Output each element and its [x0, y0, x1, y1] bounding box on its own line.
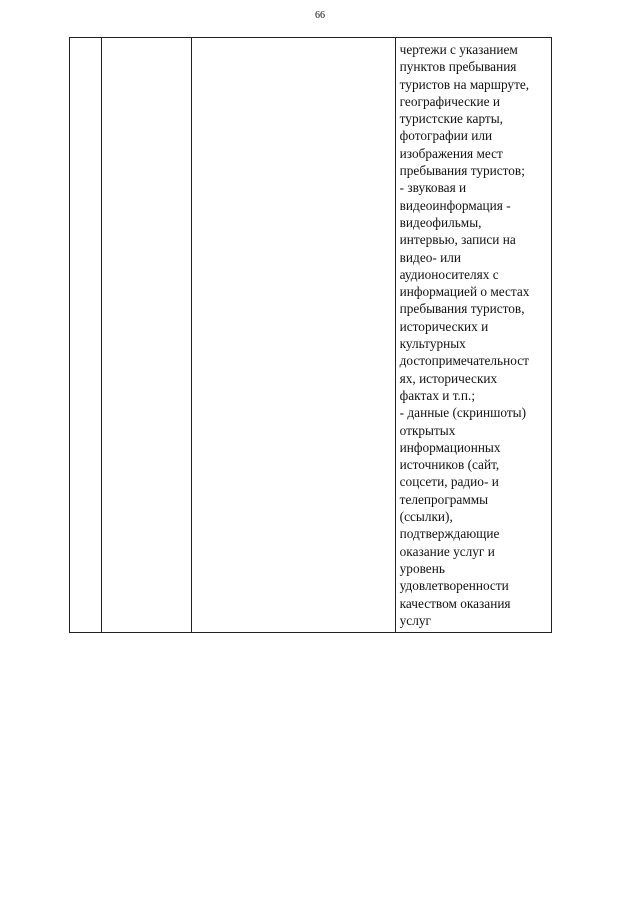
cell-text-number: [70, 38, 101, 41]
cell-text-name: [102, 38, 191, 41]
table-cell-documents: [395, 38, 551, 633]
cell-text-documents: чертежи с указанием пунктов пребывания туристов на маршруте, географические и туристские карты, фотографии или изображения мест пребывания туристов; - звуковая и видеоинформация - видеофильмы, интервью, записи на видео- или аудионосителях с информацией о местах пребывания туристов, исторических и культурных достопримечательност ях, исторических фактах и т.п.; - данные (скриншоты) открытых информационных источников (сайт, соцсети, радио- и телепрограммы (ссылки), подтверждающие оказание услуг и уровень удовлетворенности качеством оказания услуг: [399, 42, 530, 628]
cell-text-description: [192, 38, 394, 41]
table-cell-description: [192, 38, 395, 633]
page-number: 66: [315, 10, 325, 21]
table-row: [70, 38, 552, 633]
table-cell-number: [70, 38, 102, 633]
document-table: [69, 37, 552, 633]
table-cell-name: [102, 38, 192, 633]
